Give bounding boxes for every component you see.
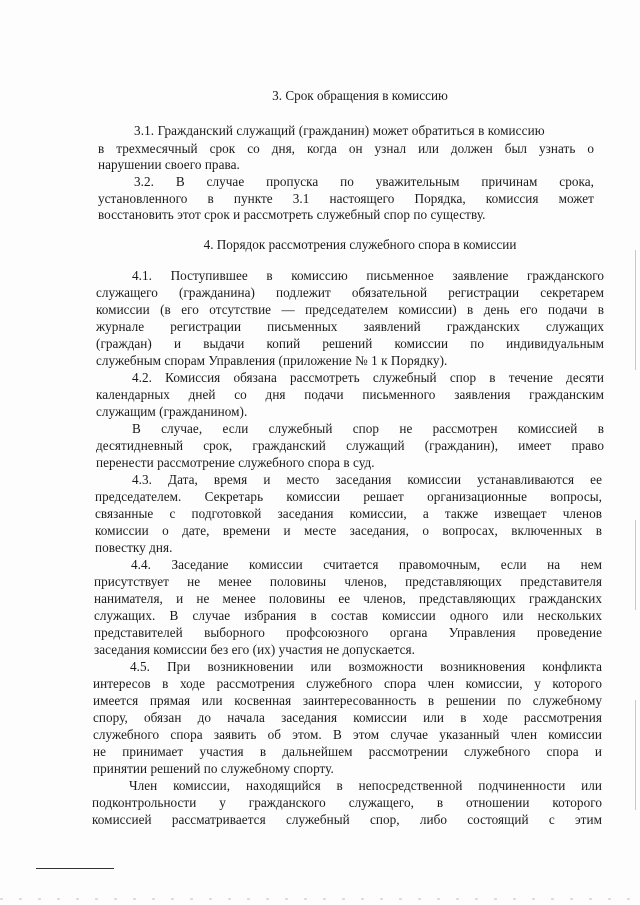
paragraph-4-6-line: подконтрольности у гражданского служащего, в отношении которого [92, 795, 602, 810]
paragraph-4-2-line: 4.2. Комиссия обязана рассмотреть служебный спор в течение десяти [132, 370, 604, 385]
paragraph-4-1-line: 4.1. Поступившее в комиссию письменное заявление гражданского [132, 268, 604, 283]
paragraph-4-5-line: принятии решений по служебному спорту. [93, 761, 334, 776]
paragraph-3-1-line: в трехмесячный срок со дня, когда он узнал или должен был узнать о [98, 141, 594, 156]
paragraph-4-4-line: нанимателя, и не менее половины ее членов, представляющих гражданских [94, 591, 602, 606]
paragraph-4-4-line: присутствует не менее половины членов, представляющих представителя [94, 574, 602, 589]
section-3-title: 3. Срок обращения в комиссию [272, 88, 448, 103]
paragraph-3-1-line: нарушении своего права. [98, 157, 240, 172]
paragraph-4-1-line: комиссии (в его отсутствие — председателем комиссии) в день его подачи в [96, 302, 604, 317]
paragraph-4-1-line: (граждан) и выдачи копий решений комиссии по индивидуальным [96, 336, 604, 351]
paragraph-3-2-line: восстановить этот срок и рассмотреть служебный спор по существу. [98, 207, 486, 222]
paragraph-4-2b-line: десятидневный срок, гражданский служащий (гражданин), имеет право [96, 438, 604, 453]
paragraph-3-2-line: 3.2. В случае пропуска по уважительным причинам срока, [134, 174, 594, 189]
paragraph-4-1-line: журнале регистрации письменных заявлений гражданских служащих [96, 319, 604, 334]
paragraph-4-3-line: комиссии о дате, времени и месте заседания, о вопросах, включенных в [95, 523, 602, 538]
paragraph-4-3-line: повестку дня. [95, 540, 173, 555]
paragraph-4-3-line: председателем. Секретарь комиссии решает организационные вопросы, [95, 489, 602, 504]
paragraph-4-5-line: не принимает участия в дальнейшем рассмотрении служебного спора и [93, 744, 602, 759]
paragraph-4-1-line: служащего (гражданина) подлежит обязательной регистрации секретарем [96, 285, 604, 300]
paragraph-4-5-line: служебного спора заявить об этом. В этом случае указанный член комиссии [93, 727, 602, 742]
footnote-separator [36, 868, 114, 869]
paragraph-4-2b-line: перенести рассмотрение служебного спора в суд. [96, 455, 375, 470]
paragraph-4-2-line: служащим (гражданином). [96, 404, 248, 419]
paragraph-4-3-line: 4.3. Дата, время и место заседания комиссии устанавливаются ее [132, 472, 602, 487]
paragraph-4-2-line: календарных дней со дня подачи письменного заявления гражданским [96, 387, 604, 402]
scan-edge-mark [635, 700, 636, 810]
scan-edge-mark [635, 520, 636, 610]
paragraph-4-4-line: представителей выборного профсоюзного органа Управления проведение [94, 625, 602, 640]
scan-edge-mark [635, 250, 636, 370]
paragraph-4-6-line: комиссией рассматривается служебный спор, либо состоящий с этим [92, 812, 602, 827]
paragraph-3-1-line: 3.1. Гражданский служащий (гражданин) может обратиться в комиссию [134, 123, 545, 138]
paragraph-4-5-line: интересов в ходе рассмотрения служебного спора член комиссии, у которого [93, 676, 602, 691]
paragraph-4-1-line: служебным спорам Управления (приложение № 1 к Порядку). [96, 353, 448, 368]
paragraph-4-6-line: Член комиссии, находящийся в непосредственной подчиненности или [129, 778, 602, 793]
scan-bottom-specks [0, 898, 640, 900]
paragraph-3-2-line: установленного в пункте 3.1 настоящего Порядка, комиссия может [98, 191, 594, 206]
paragraph-4-4-line: 4.4. Заседание комиссии считается правомочным, если на нем [131, 557, 602, 572]
section-4-title: 4. Порядок рассмотрения служебного спора в комиссии [203, 237, 517, 252]
paragraph-4-4-line: служащих. В случае избрания в состав комиссии одного или нескольких [94, 608, 602, 623]
paragraph-4-4-line: заседания комиссии без его (их) участия не допускается. [94, 642, 415, 657]
paragraph-4-5-line: спору, обязан до начала заседания комиссии или в ходе рассмотрения [93, 710, 602, 725]
paragraph-4-5-line: имеется прямая или косвенная заинтересованность в решении по служебному [93, 693, 602, 708]
paragraph-4-3-line: связанные с подготовкой заседания комиссии, а также извещает членов [95, 506, 602, 521]
paragraph-4-5-line: 4.5. При возникновении или возможности возникновения конфликта [130, 659, 602, 674]
paragraph-4-2b-line: В случае, если служебный спор не рассмотрен комиссией в [132, 421, 604, 436]
